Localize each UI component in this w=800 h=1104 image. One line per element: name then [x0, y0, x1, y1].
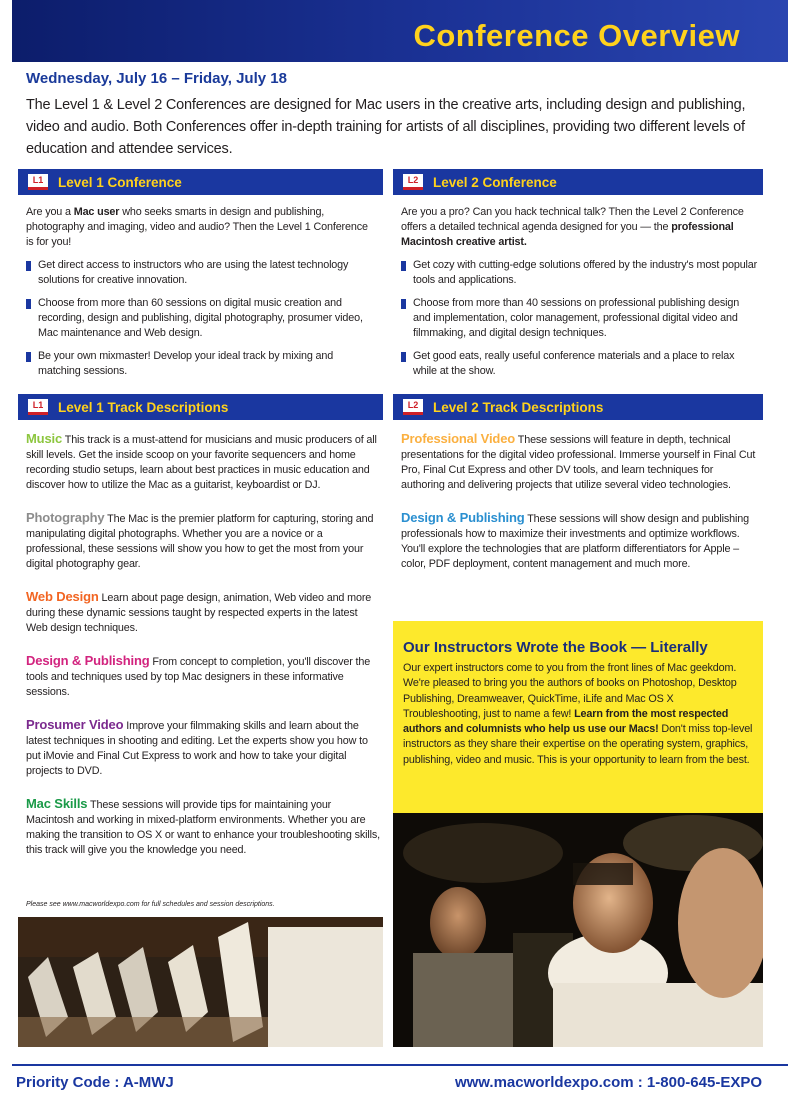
list-item: Choose from more than 40 sessions on professional publishing design and implementation, color management, professional digital video and filmmaking, and digital design techniques.	[401, 296, 759, 341]
instructors-box	[393, 621, 763, 813]
track-music: Music This track is a must-attend for musicians and music producers of all skill levels. Get the inside scoop on your favorite sequencers and home recording studio setups, learn about best practices in music education and discover how to utilize the Mac as a guitarist, keyboardist or DJ.	[26, 431, 377, 491]
level1-lead: Are you a Mac user who seeks smarts in design and publishing, photography and imaging, video and audio? Then the Level 1 Conference is for you!	[26, 206, 368, 248]
level2-tracks-badge-icon: L2	[403, 399, 423, 415]
level1-tracks-header	[18, 394, 383, 420]
intro-paragraph: The Level 1 & Level 2 Conferences are designed for Mac users in the creative arts, including design and publishing, video and audio. Both Conferences offer in-depth training for artists of all disciplines, providing two different levels of education and attendee services.	[26, 97, 746, 157]
level2-header	[393, 169, 763, 195]
level2-badge-icon: L2	[403, 174, 423, 190]
instructors-text: Our expert instructors come to you from the front lines of Mac geekdom. We're pleased to bring you the authors of books on Photoshop, Desktop Publishing, Dreamweaver, QuickTime, iLife and Mac OS X Troubleshooting, just to name a few! Learn from the most respected authors and columnists who help us use our Macs! Don't miss top-level instructors as they share their expertise on the operating system, graphics, publishing, video and music. This is your opportunity to learn from the best.	[403, 662, 753, 766]
list-item: Be your own mixmaster! Develop your ideal track by mixing and matching sessions.	[26, 349, 376, 379]
instructor-photo	[393, 813, 763, 1047]
level2-tracks-body	[401, 431, 759, 589]
track-professional-video: Professional Video These sessions will feature in depth, technical presentations for the digital video professional. Immerse yourself in Final Cut Pro, Final Cut Express and other DV tools, and learn techniques for authoring and delivering projects that utilize several video technologies.	[401, 431, 756, 491]
laptops-photo-art	[18, 917, 383, 1047]
level1-bullets	[26, 258, 376, 379]
instructors-heading: Our Instructors Wrote the Book — Literally	[403, 639, 708, 656]
level1-header	[18, 169, 383, 195]
track-mac-skills: Mac Skills These sessions will provide tips for maintaining your Macintosh and working in mixed-platform environments. Whether you are making the transition to OS X or want to enhance your troubleshooting skills, this track will give you the knowledge you need.	[26, 796, 380, 856]
track-photography: Photography The Mac is the premier platform for capturing, storing and manipulating digital photographs. Whether you are a novice or a professional, these sessions will show you how to get the most from your digital photography gear.	[26, 510, 374, 570]
contact-line: www.macworldexpo.com : 1-800-645-EXPO	[454, 1074, 762, 1091]
level1-tracks-title: Level 1 Track Descriptions	[58, 399, 229, 415]
date-line: Wednesday, July 16 – Friday, July 18	[26, 70, 287, 87]
level2-tracks-header	[393, 394, 763, 420]
see-note: Please see www.macworldexpo.com for full schedules and session descriptions.	[26, 901, 275, 908]
header-band	[12, 0, 788, 62]
level1-body	[26, 205, 376, 387]
footer-divider	[12, 1064, 788, 1066]
list-item: Get cozy with cutting-edge solutions offered by the industry's most popular tools and applications.	[401, 258, 759, 288]
list-item: Get direct access to instructors who are using the latest technology solutions for creative innovation.	[26, 258, 376, 288]
laptops-photo	[18, 917, 383, 1047]
level2-tracks-title: Level 2 Track Descriptions	[433, 399, 604, 415]
level2-bullets	[401, 258, 759, 379]
level1-tracks-badge-icon: L1	[28, 399, 48, 415]
track-design-publishing: Design & Publishing From concept to completion, you'll discover the tools and techniques used by top Mac designers in these informative sessions.	[26, 653, 371, 698]
track-web-design: Web Design Learn about page design, animation, Web video and more during these dynamic sessions taught by respected experts in the latest Web design techniques.	[26, 589, 372, 634]
list-item: Choose from more than 60 sessions on digital music creation and recording, design and publishing, digital photography, prosumer video, Mac maintenance and Web design.	[26, 296, 376, 341]
track-design-publishing-pro: Design & Publishing These sessions will show design and publishing professionals how to maximize their investments and optimize workflows. You'll explore the technologies that are platform differentiators for Apple – color, PDF deployment, content management and much more.	[401, 510, 749, 570]
instructor-photo-art	[393, 813, 763, 1047]
priority-code: Priority Code : A-MWJ	[16, 1074, 174, 1091]
level2-title: Level 2 Conference	[433, 174, 557, 190]
page-title: Conference Overview	[413, 18, 740, 53]
level2-body	[401, 205, 759, 387]
level1-title: Level 1 Conference	[58, 174, 182, 190]
level1-tracks-body	[26, 431, 380, 875]
track-prosumer-video: Prosumer Video Improve your filmmaking skills and learn about the latest techniques in shooting and editing. Let the experts show you how to put iMovie and Final Cut Express to work and how to take your digital projects to DVD.	[26, 717, 368, 777]
list-item: Get good eats, really useful conference materials and a place to relax while at the show.	[401, 349, 759, 379]
level1-badge-icon: L1	[28, 174, 48, 190]
level2-lead: Are you a pro? Can you hack technical talk? Then the Level 2 Conference offers a detailed technical agenda designed for you — the professional Macintosh creative artist.	[401, 206, 744, 248]
